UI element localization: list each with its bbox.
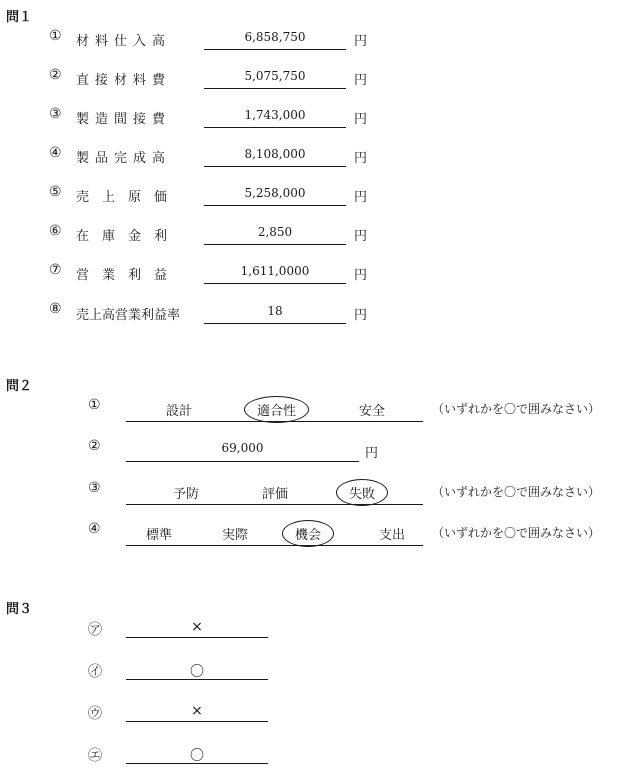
q2-row-3-option-1: 予防 [173, 487, 200, 502]
q3-row-4-answer: 〇 [126, 745, 268, 764]
q1-row-1-value: 6,858,750 [204, 30, 346, 50]
q3-row-2-answer: 〇 [126, 661, 268, 680]
q1-row-7-num: ⑦ [49, 262, 62, 278]
q1-row-8-label: 売上高営業利益率 [76, 308, 181, 323]
q2-row-4-option-4: 支出 [379, 528, 406, 543]
q1-row-1-yen: 円 [354, 34, 368, 49]
q1-row-2-value: 5,075,750 [204, 69, 346, 89]
q1-row-5-value: 5,258,000 [204, 186, 346, 206]
q2-row-1-option-1: 設計 [166, 404, 193, 419]
q1-row-1-num: ① [49, 28, 62, 44]
q1-row-3-value: 1,743,000 [204, 108, 346, 128]
q1-row-2-num: ② [49, 67, 62, 83]
q1-row-2-yen: 円 [354, 73, 368, 88]
q1-row-8-value: 18 [204, 304, 346, 324]
q2-row-4-option-2: 実際 [222, 528, 249, 543]
q2-row-1-option-3: 安全 [359, 404, 386, 419]
q3-row-1-num: ㋐ [88, 622, 102, 638]
q1-row-4-yen: 円 [354, 151, 368, 166]
q1-row-3-num: ③ [49, 106, 62, 122]
q1-row-7-label: 営業利益 [76, 268, 181, 283]
q2-title: 問２ [6, 379, 33, 394]
q3-row-2-num: ㋑ [88, 664, 102, 680]
q2-row-3-option-3-circled: 失敗 [336, 479, 388, 506]
q2-row-3-num: ③ [88, 480, 101, 496]
q2-row-4-option-1: 標準 [146, 528, 173, 543]
q2-row-1-num: ① [88, 397, 101, 413]
q1-row-8-num: ⑧ [49, 301, 62, 317]
q2-row-2-value: 69,000 [126, 441, 359, 462]
q3-row-3-num: ㋒ [88, 706, 102, 722]
q3-title: 問３ [6, 602, 33, 617]
q1-row-6-label: 在庫金利 [76, 229, 181, 244]
q1-row-6-num: ⑥ [49, 223, 62, 239]
q1-row-7-yen: 円 [354, 268, 368, 283]
q1-row-5-num: ⑤ [49, 184, 62, 200]
q1-row-6-value: 2,850 [204, 225, 346, 245]
q1-row-2-label: 直接材料費 [76, 73, 172, 88]
q1-row-6-yen: 円 [354, 229, 368, 244]
q1-row-4-num: ④ [49, 145, 62, 161]
q3-row-4-num: ㋓ [88, 748, 102, 764]
q1-title: 問１ [6, 10, 33, 25]
q1-row-4-label: 製品完成高 [76, 151, 172, 166]
q2-row-1-option-2-circled: 適合性 [244, 396, 309, 423]
q3-row-3-answer: × [126, 703, 268, 722]
q2-row-2-yen: 円 [365, 446, 379, 461]
q1-row-8-yen: 円 [354, 308, 368, 323]
q3-row-1-answer: × [126, 619, 268, 638]
q2-row-3-option-2: 評価 [262, 487, 289, 502]
q1-row-3-yen: 円 [354, 112, 368, 127]
q2-row-2-num: ② [88, 438, 101, 454]
q2-row-4-note: （いずれかを〇で囲みなさい） [432, 526, 601, 540]
q2-row-4-num: ④ [88, 521, 101, 537]
q2-row-1-note: （いずれかを〇で囲みなさい） [432, 402, 601, 416]
q1-row-3-label: 製造間接費 [76, 112, 172, 127]
q1-row-5-yen: 円 [354, 190, 368, 205]
q1-row-7-value: 1,611,0000 [204, 264, 346, 284]
q2-row-4-option-3-circled: 機会 [282, 520, 334, 547]
q2-row-3-note: （いずれかを〇で囲みなさい） [432, 485, 601, 499]
q2-row-4-underline [126, 545, 423, 546]
q1-row-4-value: 8,108,000 [204, 147, 346, 167]
q2-row-3-underline [126, 504, 423, 505]
q1-row-5-label: 売上原価 [76, 190, 181, 205]
q1-row-1-label: 材料仕入高 [76, 34, 172, 49]
